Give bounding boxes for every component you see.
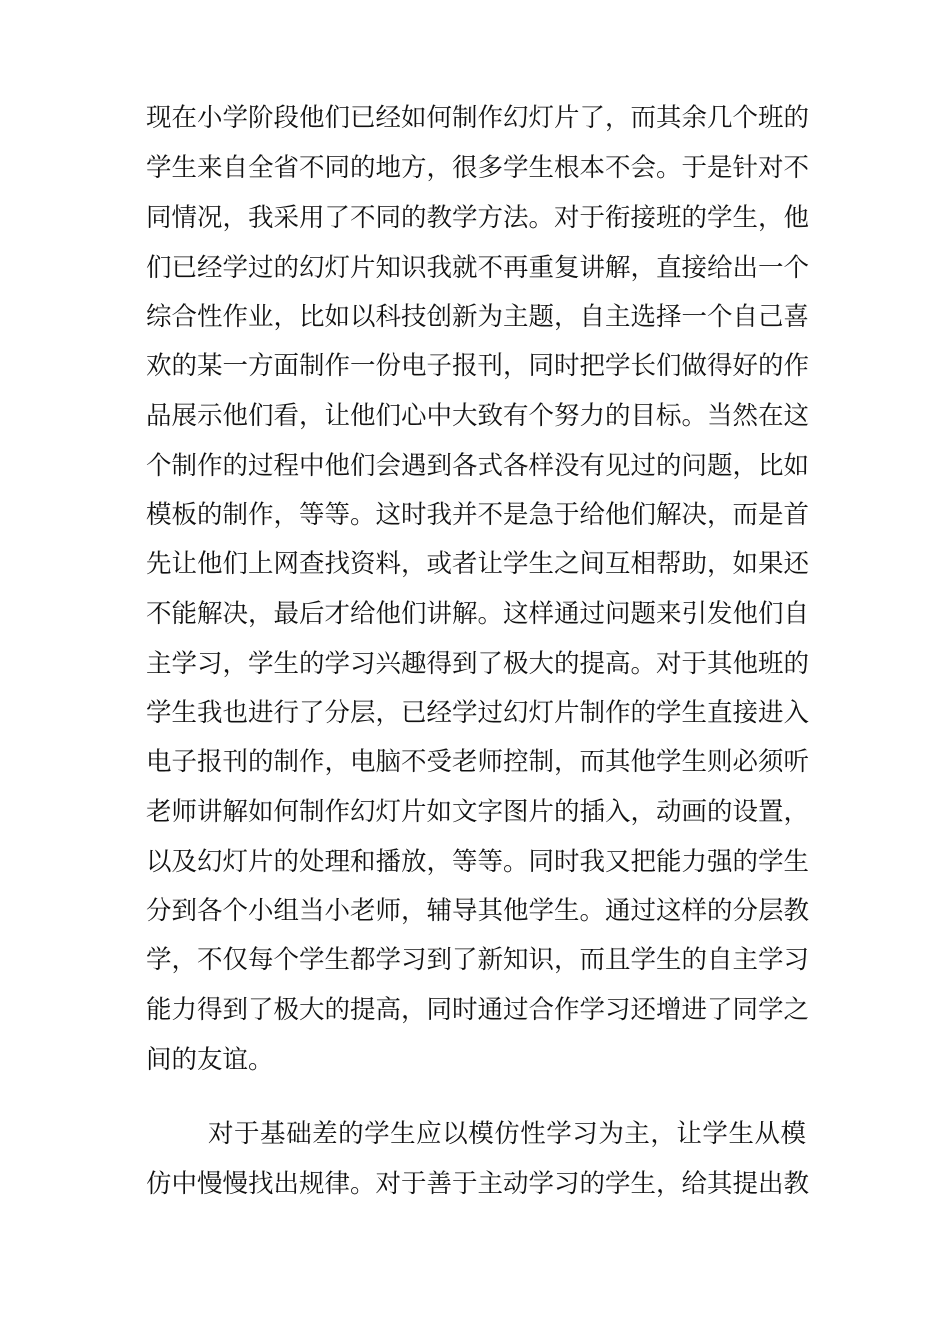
text-line: 不能解决，最后才给他们讲解。这样通过问题来引发他们自 (146, 599, 810, 629)
text-line: 综合性作业，比如以科技创新为主题，自主选择一个自己喜 (146, 302, 810, 332)
text-line: 学生来自全省不同的地方，很多学生根本不会。于是针对不 (146, 153, 810, 183)
text-line: 欢的某一方面制作一份电子报刊，同时把学长们做得好的作 (146, 351, 810, 381)
text-line: 学生我也进行了分层，已经学过幻灯片制作的学生直接进入 (146, 698, 810, 728)
text-line: 能力得到了极大的提高，同时通过合作学习还增进了同学之 (146, 995, 810, 1025)
text-line: 先让他们上网查找资料，或者让学生之间互相帮助，如果还 (146, 549, 810, 579)
text-line: 品展示他们看，让他们心中大致有个努力的目标。当然在这 (146, 401, 810, 431)
text-line: 个制作的过程中他们会遇到各式各样没有见过的问题，比如 (146, 451, 810, 481)
text-line: 主学习，学生的学习兴趣得到了极大的提高。对于其他班的 (146, 649, 810, 679)
text-line: 模板的制作，等等。这时我并不是急于给他们解决，而是首 (146, 500, 810, 530)
text-line: 们已经学过的幻灯片知识我就不再重复讲解，直接给出一个 (146, 253, 810, 283)
text-line: 学，不仅每个学生都学习到了新知识，而且学生的自主学习 (146, 945, 810, 975)
text-line: 分到各个小组当小老师，辅导其他学生。通过这样的分层教 (146, 896, 810, 926)
text-line: 老师讲解如何制作幻灯片如文字图片的插入，动画的设置， (146, 797, 810, 827)
text-line: 间的友谊。 (146, 1045, 274, 1075)
text-line: 现在小学阶段他们已经如何制作幻灯片了，而其余几个班的 (146, 103, 810, 133)
text-line: 以及幻灯片的处理和播放，等等。同时我又把能力强的学生 (146, 847, 810, 877)
text-line: 仿中慢慢找出规律。对于善于主动学习的学生，给其提出教 (146, 1169, 810, 1199)
text-line: 电子报刊的制作，电脑不受老师控制，而其他学生则必须听 (146, 747, 810, 777)
text-line: 同情况，我采用了不同的教学方法。对于衔接班的学生，他 (146, 203, 810, 233)
text-line: 对于基础差的学生应以模仿性学习为主，让学生从模 (208, 1119, 806, 1149)
